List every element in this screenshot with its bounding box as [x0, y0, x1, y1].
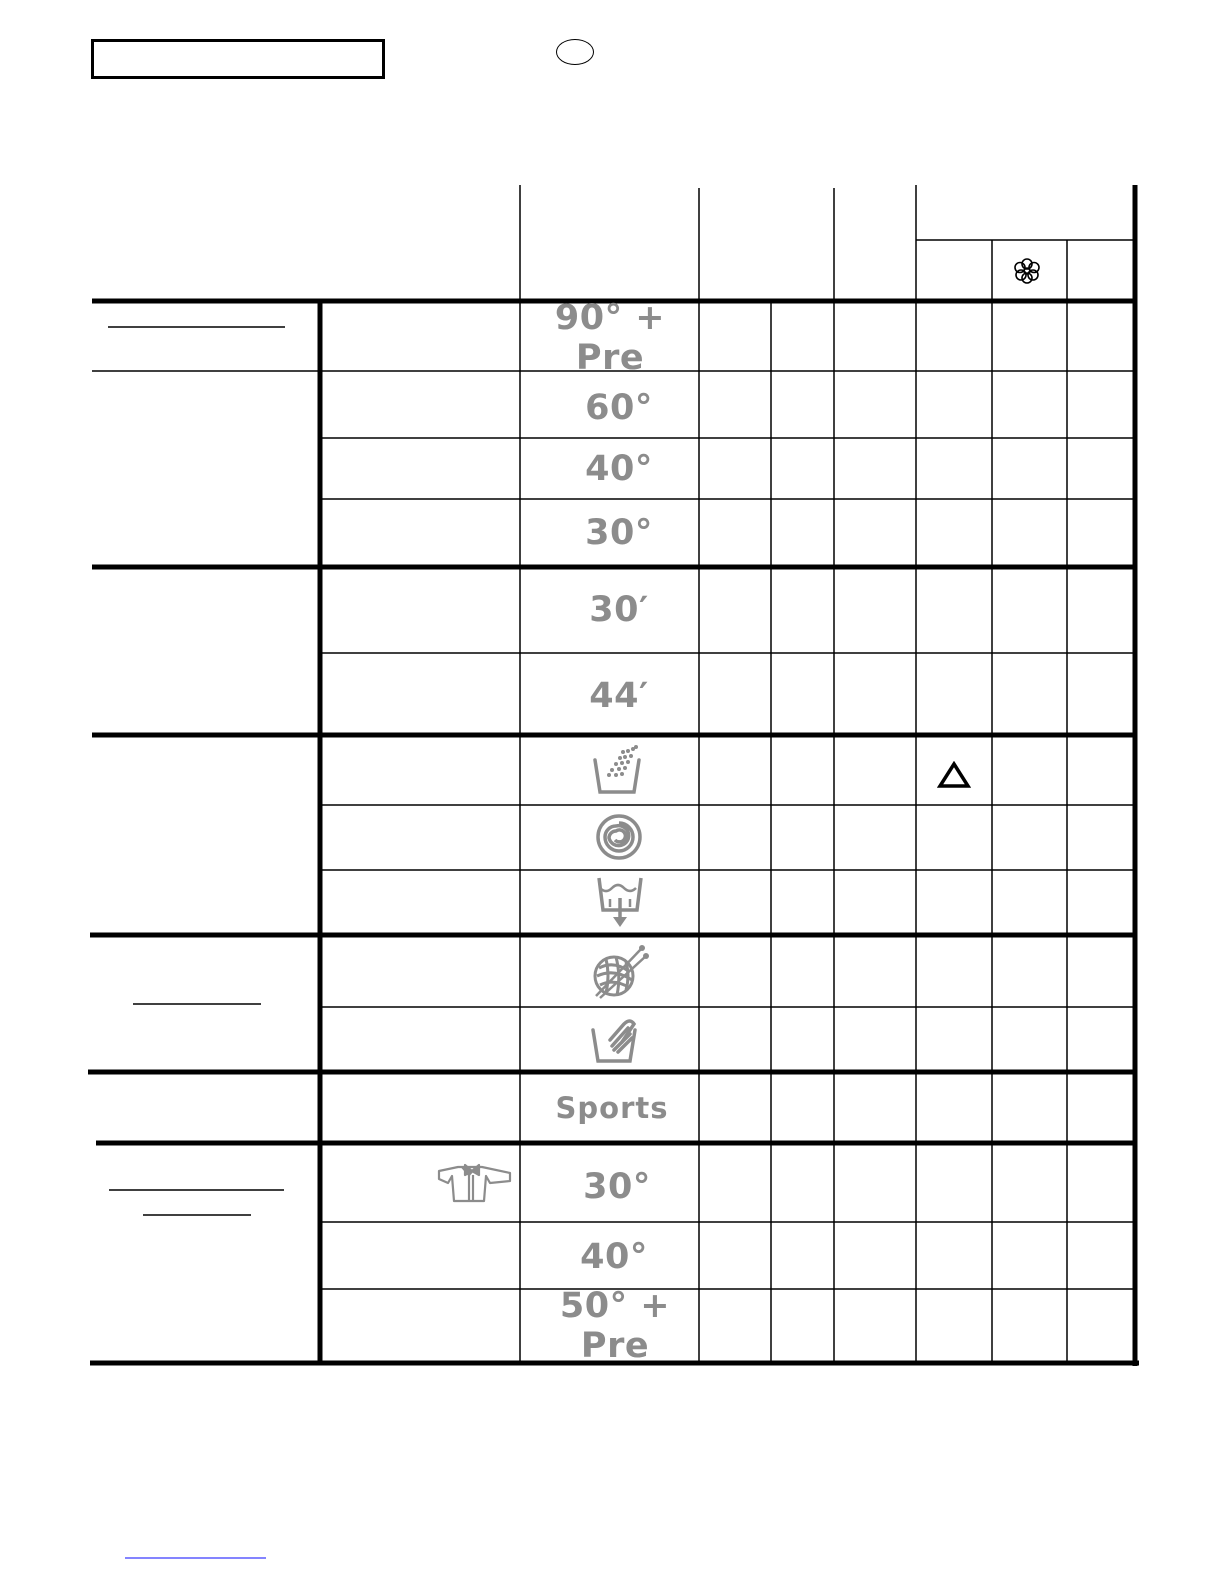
- program-label-sports: Sports: [555, 1091, 669, 1125]
- hand-wash-icon: [588, 1012, 646, 1066]
- program-label-90-pre: 90° + Pre: [554, 298, 666, 378]
- program-label-shirt-30: 30°: [583, 1167, 651, 1207]
- drain-icon: [594, 874, 646, 930]
- program-label-shirt-40: 40°: [580, 1237, 648, 1277]
- wool-yarn-icon: [590, 942, 650, 1000]
- spin-spiral-icon: [594, 812, 644, 862]
- program-label-60: 60°: [585, 388, 653, 428]
- program-label-44-min: 44′: [589, 676, 649, 716]
- program-label-30-min: 30′: [589, 590, 649, 630]
- program-label-50-pre: 50° + Pre: [559, 1286, 671, 1366]
- shirt-icon: [436, 1163, 512, 1205]
- rinse-shower-icon: [590, 744, 646, 798]
- program-label-30: 30°: [585, 513, 653, 553]
- triangle-warning-icon: [937, 761, 971, 789]
- flower-icon: [1012, 256, 1042, 286]
- program-label-40: 40°: [585, 449, 653, 489]
